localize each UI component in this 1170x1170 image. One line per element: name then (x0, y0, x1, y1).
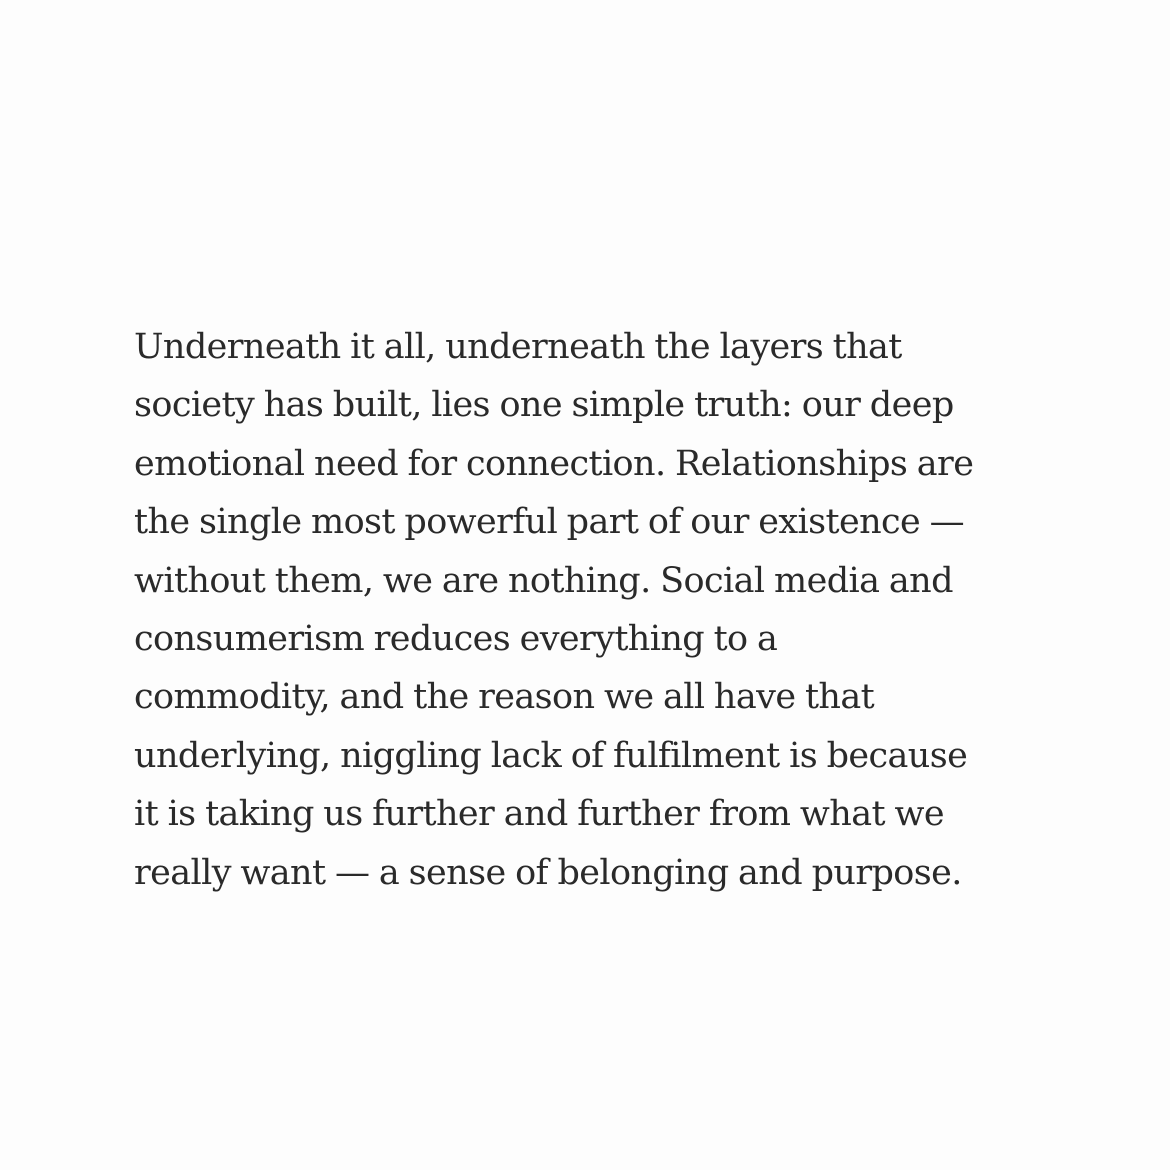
quote-line: Underneath it all, underneath the layers that (134, 327, 902, 367)
quote-line: without them, we are nothing. Social media and (134, 560, 953, 601)
quote-paragraph (134, 318, 1014, 902)
quote-line: really want — a sense of belonging and purpose. (134, 852, 962, 893)
quote-line: underlying, niggling lack of fulfilment is because (134, 735, 968, 776)
quote-line: the single most powerful part of our existence — (134, 502, 965, 543)
quote-line: consumerism reduces everything to a (134, 619, 778, 660)
quote-line: it is taking us further and further from what we (134, 794, 944, 835)
quote-line: commodity, and the reason we all have that (134, 677, 875, 718)
quote-line: society has built, lies one simple truth: our deep (134, 385, 954, 426)
quote-line: emotional need for connection. Relationships are (134, 443, 974, 484)
